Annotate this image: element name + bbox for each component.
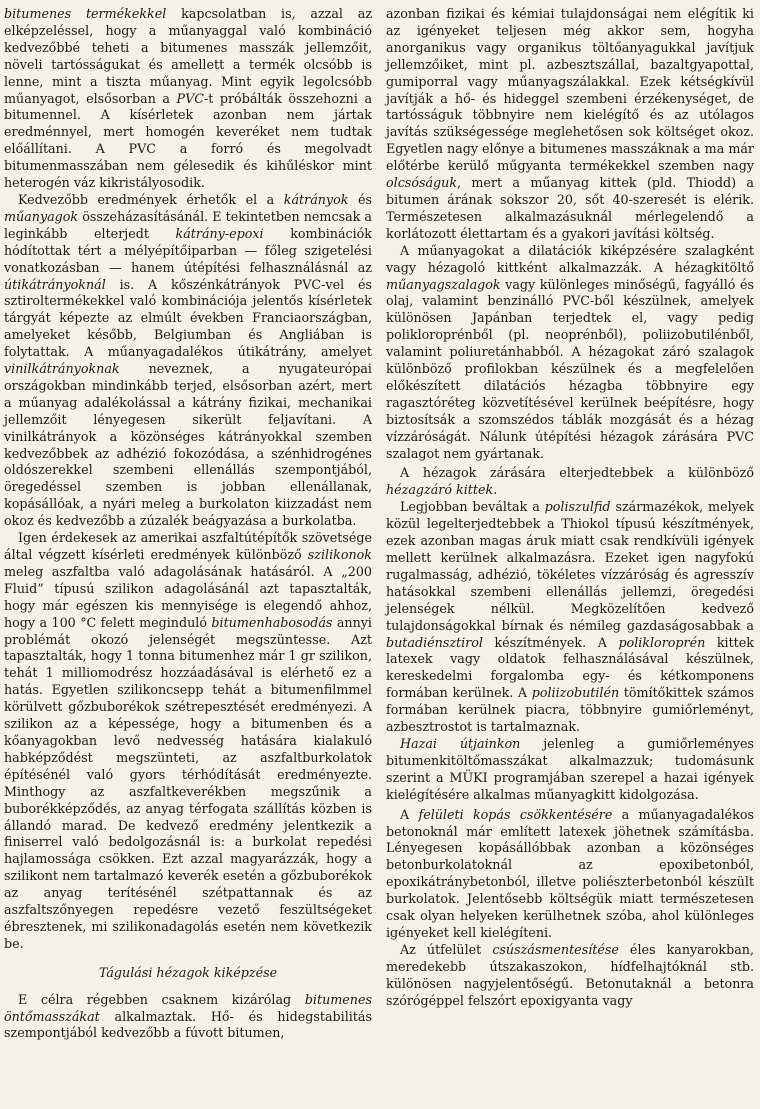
paragraph: azonban fizikai és kémiai tulajdonságai nem elégítik ki az igényeket teljesen még akkor sem, hogyha anorganikus vagy organikus töltőanyagukkal javítjuk jellemzőiket, mint pl. azbesztszállal, bazaltgyapottal, gumiporral vagy műanyagszálakkal. Ezek kétségkívül javítják a hő- és hideggel szembeni érzékenységet, de tartósságuk többnyire nem kielégítő és az utólagos javítás szükségessége meglehetősen sok költséget okoz. Egyetlen nagy előnye a bitumenes masszáknak a ma már előtérbe kerülő műgyanta termékekkel szemben nagy olcsóságuk, mert a műanyag kittek (pld. Thiodd) a bitumen árának sokszor 20, sőt 40-szeresét is elérik. Természetesen alkalmazásuknál mérlegelendő a korlátozott élettartam és a gyakori javítási költség. — [386, 6, 754, 241]
paragraph: E célra régebben csaknem kizárólag bitumenes öntőmasszákat alkalmaztak. Hő- és hidegstabilitás szempontjából kedvezőbb a fúvott bitumen, — [4, 991, 372, 1041]
paragraph: Igen érdekesek az amerikai aszfaltútépítők szövetsége által végzett kísérleti eredmények különböző szilikonok meleg aszfaltba való adagolásának hatásáról. A „200 Fluid” típusú szilikon adagolásánál azt tapasztalták, hogy már egészen kis mennyisége is elegendő ahhoz, hogy a 100 °C felett meginduló bitumenhabosodás annyi problémát okozó jelenségét megszüntesse. Azt tapasztalták, hogy 1 tonna bitumenhez már 1 gr szilikon, tehát 1 milliomodrész hozzáadásával is elérhető ez a hatás. Egyetlen szilikoncsepp tehát a bitumenfilmmel körülvett gőzbuborékok szétrepesztését eredményezi. A szilikon az a képessége, hogy a bitumenben és a kőanyagokban levő nedvesség hatására kialakuló habképződést megszünteti, az aszfaltburkolatok építésénél való gyors térhódítását eredményezte. Minthogy az aszfaltkeverékben megszűnik a buborékképződés, az anyag térfogata szállítás közben is állandó marad. De kedvező eredmény jelentkezik a finiserrel való bedolgozásnál is: a burkolat repedési hajlamossága csökken. Ezt azzal magyarázzák, hogy a szilikont nem tartalmazó keverék esetén a gőzbuborékok az anyag terítésénél szétpattannak és az aszfaltszőnyegen repedésre vezető feszültségeket ébresztenek, mi szilikonadagolás esetén nem következik be. — [4, 530, 372, 951]
section-heading: Tágulási hézagok kiképzése — [98, 964, 278, 980]
paragraph: Legjobban beváltak a poliszulfid származékok, melyek közül legelterjedtebbek a Thiokol típusú készítmények, ezek azonban magas áruk miatt csak rendkívüli igények mellett kerülnek alkalmazásra. Ezeket igen nagyfokú rugalmasság, adhézió, tökéletes vízzáróság és agresszív hatásokkal szembeni ellenállás jellemzi, öregedési jelenségek nélkül. Megközelítően kedvező tulajdonságokkal bírnak és némileg gazdaságosabbak a butadiénsztirol készítmények. A polikloroprén kittek latexek vagy oldatok felhasználásával készülnek, kereskedelmi forgalomba egy- és kétkomponens formában kerülnek. A poliizobutilén tömítőkittek számos formában kerülnek piacra, többnyire gumiőrleményt, azbesztrostot is tartalmaznak. — [386, 499, 754, 735]
left-column — [4, 6, 372, 1109]
paragraph: A hézagok zárására elterjedtebbek a különböző hézagzáró kittek. — [386, 465, 754, 498]
paragraph: Hazai útjainkon jelenleg a gumiőrleményes bitumenkitöltőmasszákat alkalmazzuk; tudomásunk szerint a MÜKI programjában szerepel a hazai igények kielégítésére alkalmas műanyagkitt kidolgozása. — [386, 735, 754, 802]
paragraph: Az útfelület csúszásmentesítése éles kanyarokban, meredekebb útszakaszokon, hídfelhajtóknál stb. különösen nagyjelentőségű. Betonutaknál a betonra szórógéppel felszórt epoxigyanta vagy — [386, 941, 755, 1008]
right-column — [386, 6, 754, 1109]
paragraph: bitumenes termékekkel kapcsolatban is, azzal az elképzeléssel, hogy a műanyaggal való kombináció kedvezőbbé teheti a bitumenes masszák jellemzőit, növeli tartósságukat és amellett a termék olcsóbb is lenne, mint a tiszta műanyag. Mint egyik legolcsóbb műanyagot, elsősorban a PVC-t próbálták összehozni a bitumennel. A kísérletek azonban nem jártak eredménnyel, mert homogén keveréket nem tudtak előállítani. A PVC a forró és megolvadt bitumenmasszában nem gélesedik és kihűléskor mint heterogén váz kikristályosodik. — [4, 6, 373, 191]
paragraph: Kedvezőbb eredmények érhetők el a kátrányok és műanyagok összeházasításánál. E tekintetben nemcsak a leginkább elterjedt kátrány-epoxi kombinációk hódítottak tért a mélyépítőiparban — főleg szigetelési vonatkozásban — hanem útépítési felhasználásnál az útikátrányoknál is. A kőszénkátrányok PVC-vel és sztiroltermékekkel való kombinációja jelentős kísérletek tárgyát képezte az elmúlt években Franciaországban, amelyeket később, Belgiumban és Angliában is folytattak. A műanyagadalékos útikátrány, amelyet vinilkátrányoknak neveznek, a nyugateurópai országokban mindinkább terjed, elsősorban azért, mert a műanyag adalékolással a kátrány fizikai, mechanikai jellemzőit lényegesen sikerült feljavítani. A vinilkátrányok a közönséges kátrányokkal szemben kedvezőbbek az adhézió fokozódása, a szénhidrogénes oldószerekkel szembeni ellenállás szempontjából, öregedéssel szemben is jobban ellenállanak, kopásállóak, a nyári meleg a burkolaton kiizzadást nem okoz és kedvezőbb a zúzalék beágyazása a burkolatba. — [4, 191, 372, 529]
paragraph: A felületi kopás csökkentésére a műanyagadalékos betonoknál már említett latexek jöhetnek számításba. Lényegesen kopásállóbbak azonban a közönséges betonburkolatoknál az epoxibetonból, epoxikátránybetonból, illetve poliészterbetonból készült burkolatok. Jelentősebb költségük miatt természetesen csak olyan helyeken kerülhetnek szóba, ahol különleges igényeket kell kielégíteni. — [386, 806, 755, 940]
paragraph: A műanyagokat a dilatációk kiképzésére szalagként vagy hézagoló kittként alkalmazzák. A hézagkitöltő műanyagszalagok vagy különleges minőségű, fagyálló és olaj, valamint benzinálló PVC-ből készülnek, amelyek különösen Japánban terjedtek el, vagy pedig polikloroprénből (pl. neoprénből), poliizobutilénből, valamint poliuretánhabból. A hézagokat záró szalagok különböző profilokban készülnek és a megfelelően előkészített dilatációs hézagba többnyire egy ragasztóréteg közvetítésével kerülnek beépítésre, hogy biztosítsák a szomszédos táblák mozgását és a hézag vízzáróságát. Nálunk útépítési hézagok zárására PVC szalagot nem gyártanak. — [386, 242, 754, 461]
